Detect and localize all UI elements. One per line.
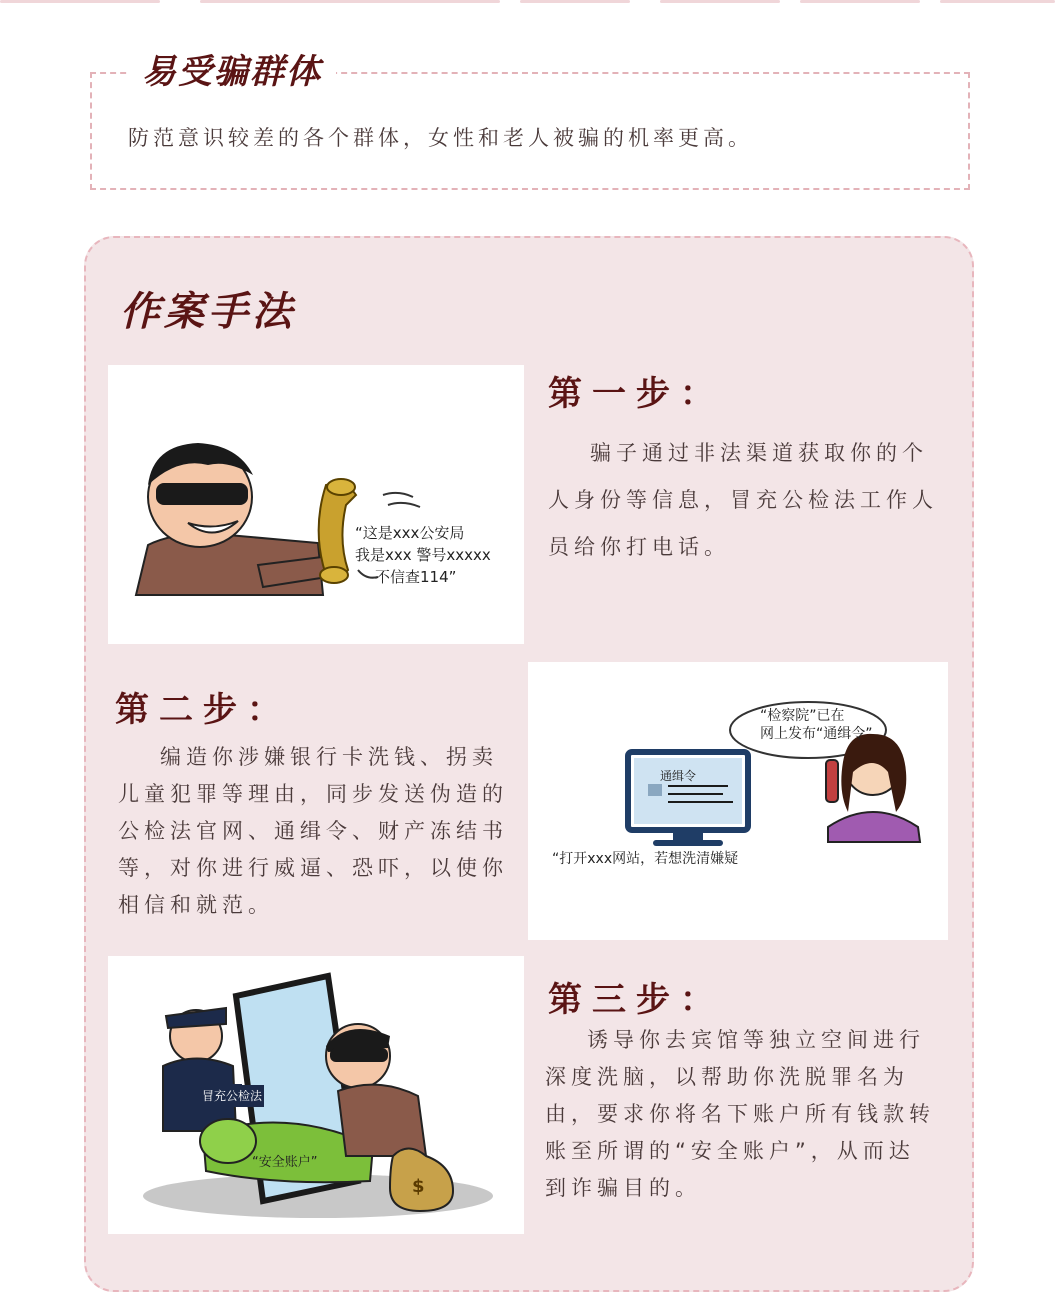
safe-account-icon [108, 956, 524, 1234]
step3-illustration [108, 956, 524, 1234]
top-decorative-strip [0, 0, 1055, 4]
step2-bubble-line2: 网上发布“通缉令” [760, 726, 873, 742]
step1-caption-line2: 我是xxx 警号xxxxx [355, 546, 491, 564]
step2-illustration [528, 662, 948, 940]
step3-money-symbol: $ [412, 1176, 425, 1197]
step3-title: 第三步： [548, 980, 724, 1020]
vulnerable-groups-text: 防范意识较差的各个群体，女性和老人被骗的机率更高。 [128, 126, 753, 150]
vulnerable-groups-title: 易受骗群体 [128, 44, 336, 93]
step2-text: 编造你涉嫌银行卡洗钱、拐卖儿童犯罪等理由，同步发送伪造的公检法官网、通缉令、财产冻结书等，对你进行威逼、恐吓，以使你相信和就范。 [118, 745, 508, 917]
step3-badge: 冒充公检法 [200, 1085, 264, 1107]
step1-title: 第一步： [548, 374, 724, 414]
step3-text: 诱导你去宾馆等独立空间进行深度洗脑，以帮助你洗脱罪名为由，要求你将名下账户所有钱款转账至所谓的“安全账户”，从而达到诈骗目的。 [545, 1028, 935, 1200]
phone-scammer-icon [108, 365, 524, 644]
methods-title: 作案手法 [120, 289, 296, 335]
fake-website-icon [528, 662, 948, 940]
step3-bag-label: “安全账户” [252, 1155, 318, 1170]
step1-caption-line1: “这是xxx公安局 [355, 524, 465, 542]
step2-bubble-line1: “检察院”已在 [760, 708, 845, 724]
step1-illustration [108, 365, 524, 644]
step1-caption-line3: 不信查114” [375, 568, 457, 586]
step2-screen-label: 通缉令 [660, 769, 697, 783]
step1-text: 骗子通过非法渠道获取你的个人身份等信息，冒充公检法工作人员给你打电话。 [548, 441, 938, 559]
step2-caption: “打开xxx网站，若想洗清嫌疑 [552, 851, 739, 867]
step2-title: 第二步： [115, 690, 291, 730]
